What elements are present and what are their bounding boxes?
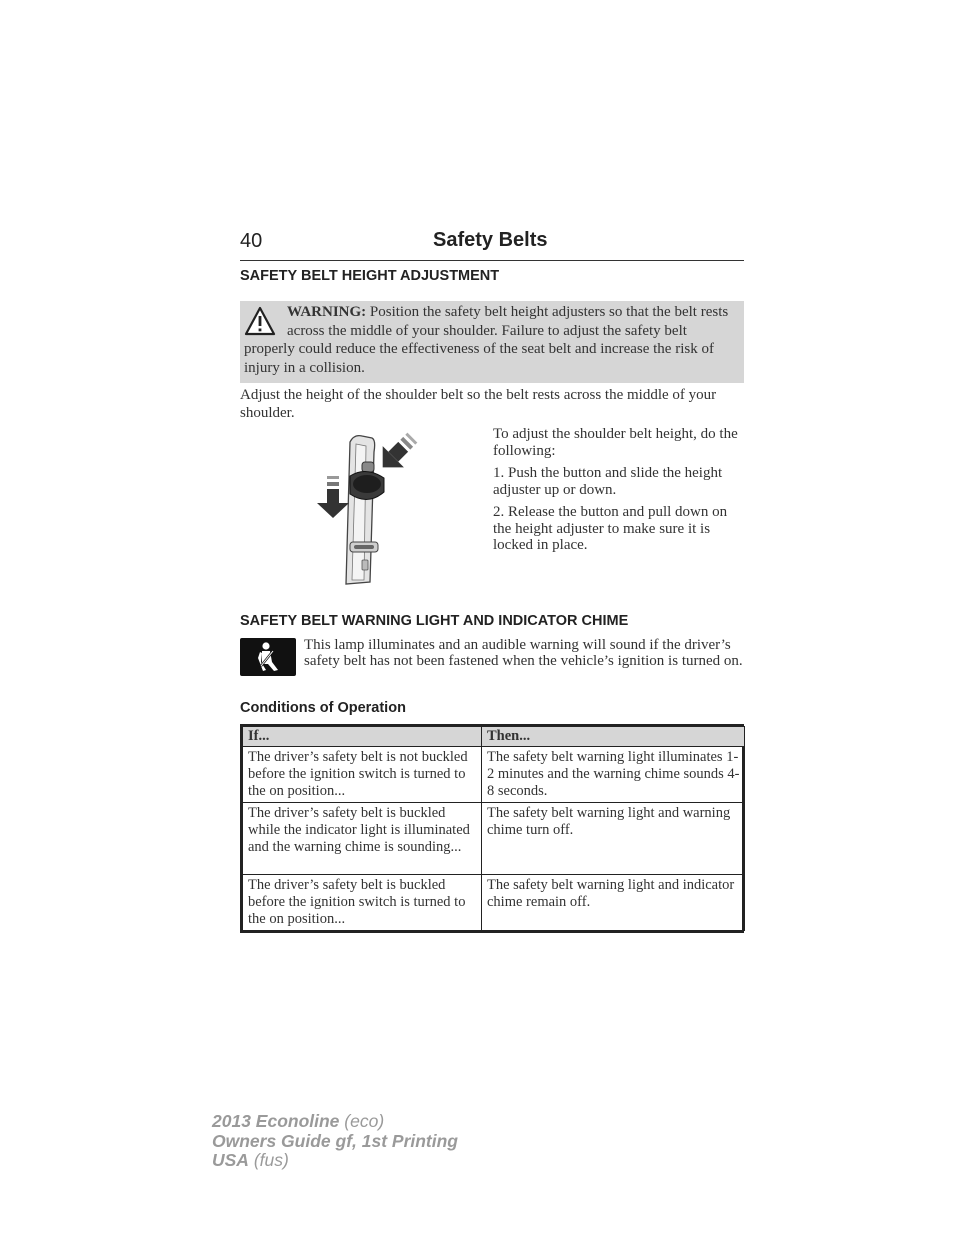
conditions-subheading: Conditions of Operation (240, 700, 406, 716)
warning-label: WARNING: (287, 304, 367, 320)
footer-model: 2013 Econoline (212, 1111, 340, 1131)
table-row (243, 803, 745, 875)
table-cell-if: The driver’s safety belt is buckled while the indicator light is illuminated and the warning chime is sounding... (243, 803, 482, 875)
footer-market: USA (212, 1150, 249, 1170)
table-row (243, 875, 745, 931)
table-cell-if: The driver’s safety belt is not buckled before the ignition switch is turned to the on position... (243, 747, 482, 803)
belt-height-adjuster-illustration (310, 432, 420, 590)
warning-text (244, 303, 734, 377)
step-1: 1. Push the button and slide the height adjuster up or down. (493, 465, 723, 498)
lamp-description: This lamp illuminates and an audible warning will sound if the driver’s safety belt has not been fastened when the vehicle’s ignition is turned on. (304, 637, 743, 670)
steps-intro: To adjust the shoulder belt height, do the following: (493, 426, 738, 459)
footer-guide: Owners Guide gf, 1st Printing (212, 1130, 458, 1151)
section-heading-height-adjustment: SAFETY BELT HEIGHT ADJUSTMENT (240, 268, 500, 284)
table-header-row (243, 727, 745, 747)
section-heading-warning-light: SAFETY BELT WARNING LIGHT AND INDICATOR CHIME (240, 613, 629, 629)
table-header-if: If... (243, 727, 482, 747)
page-title: Safety Belts (433, 229, 548, 251)
page-number: 40 (240, 230, 263, 252)
intro-paragraph: Adjust the height of the shoulder belt so the belt rests across the middle of your shoulder. (240, 387, 717, 421)
warning-body: Position the safety belt height adjusters so that the belt rests across the middle of your shoulder. Failure to adjust the safety belt properly could reduce the effectiveness of the seat belt and increase the risk of injury in a collision. (244, 304, 729, 376)
seatbelt-warning-icon (240, 638, 296, 676)
footer-model-code: (eco) (339, 1111, 385, 1131)
table-header-then: Then... (482, 727, 745, 747)
step-2: 2. Release the button and pull down on the height adjuster to make sure it is locked in place. (493, 504, 728, 553)
page-header (240, 228, 744, 261)
table-cell-then: The safety belt warning light and warning chime turn off. (482, 803, 745, 875)
table-cell-then: The safety belt warning light and indicator chime remain off. (482, 875, 745, 931)
document-footer (212, 1112, 458, 1171)
table-cell-if: The driver’s safety belt is buckled before the ignition switch is turned to the on position... (243, 875, 482, 931)
table-cell-then: The safety belt warning light illuminates 1-2 minutes and the warning chime sounds 4-8 seconds. (482, 747, 745, 803)
table-row (243, 747, 745, 803)
conditions-table (240, 724, 744, 933)
footer-market-code: (fus) (248, 1150, 289, 1170)
warning-box (240, 301, 744, 383)
